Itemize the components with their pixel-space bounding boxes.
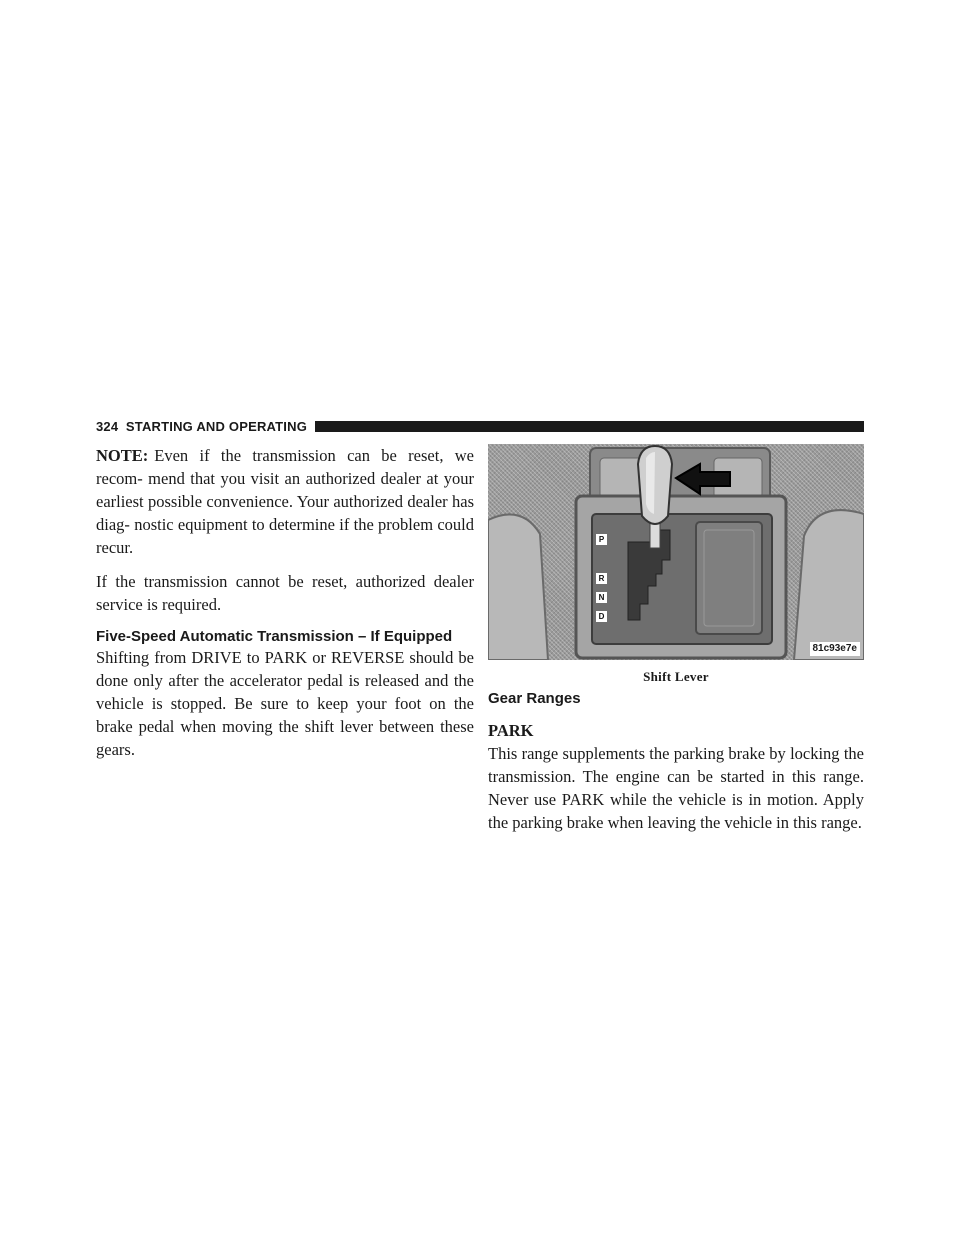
gear-label-p: P — [596, 534, 607, 545]
gear-ranges-heading: Gear Ranges — [488, 690, 581, 707]
reset-paragraph: If the transmission cannot be reset, authorized dealer service is required. — [96, 572, 474, 614]
section-heading: Five-Speed Automatic Transmission – If Equipped — [96, 628, 453, 645]
page-header — [96, 418, 864, 434]
gear-label-n: N — [596, 592, 607, 603]
section-title: STARTING AND OPERATING — [125, 418, 308, 434]
figure-caption: Shift Lever — [643, 669, 709, 684]
shift-lever-figure — [488, 444, 864, 660]
park-paragraph: This range supplements the parking brake by locking the transmission. The engine can be started in this range. Never use PARK while the vehicle is in motion. Apply the parking brake when leaving the vehicle in this range. — [488, 744, 864, 832]
note-label: NOTE: — [96, 446, 149, 465]
park-subheading: PARK — [488, 721, 534, 740]
page-number: 324 — [96, 418, 119, 434]
header-text — [96, 419, 315, 434]
note-text: Even if the transmission can be reset, we recom- mend that you visit an authorized dealer at your earliest possible convenience. Your authorized dealer has diag- nostic equipment to determine if the problem could recur. — [96, 446, 474, 557]
shift-lever-illustration — [488, 444, 864, 660]
shift-paragraph: Shifting from DRIVE to PARK or REVERSE should be done only after the accelerator pedal is released and the vehicle is stopped. Be sure to keep your foot on the brake pedal when moving the shift lever between these gears. — [96, 648, 474, 759]
figure-code: 81c93e7e — [810, 642, 861, 656]
note-paragraph — [96, 444, 474, 559]
gear-label-r: R — [596, 573, 607, 584]
gear-label-d: D — [596, 611, 607, 622]
left-column — [96, 444, 474, 761]
right-column — [488, 444, 864, 834]
header-rule — [315, 421, 864, 432]
